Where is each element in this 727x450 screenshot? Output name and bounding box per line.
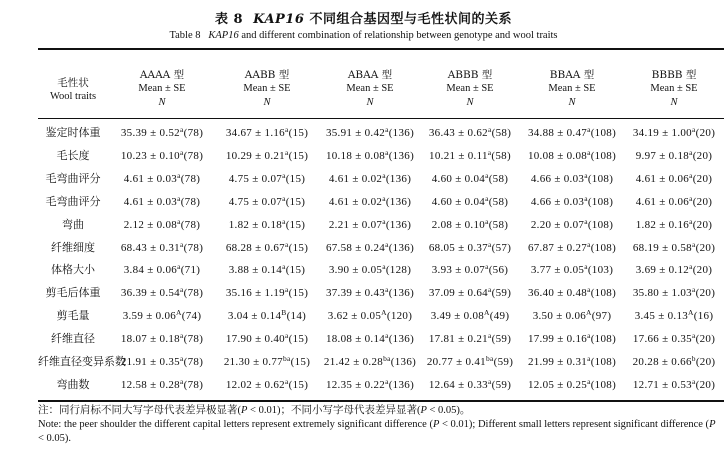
table-title-en: Table 8 KAP16 and different combination of relationship between genotype and wool traits <box>169 30 558 41</box>
value-cell: 4.75 ± 0.07$^a$(15) <box>228 170 306 185</box>
header-genotype-4: ABBB 型 Mean ± SE N <box>446 69 494 108</box>
table-notes <box>38 404 724 446</box>
value-cell: 21.99 ± 0.31$^a$(108) <box>527 354 617 368</box>
value-cell: 18.07 ± 0.18$^a$(78) <box>120 331 204 346</box>
value-cell: 21.91 ± 0.35$^a$(78) <box>120 354 204 368</box>
value-cell: 17.81 ± 0.21$^a$(59) <box>428 331 512 346</box>
value-cell: 2.08 ± 0.10$^a$(58) <box>431 216 509 231</box>
value-cell: 3.88 ± 0.14$^a$(15) <box>228 262 306 277</box>
value-cell: 1.82 ± 0.16$^a$(20) <box>635 216 713 231</box>
value-cell: 17.99 ± 0.16$^a$(108) <box>527 331 617 346</box>
value-cell: 10.18 ± 0.08$^a$(136) <box>325 147 415 162</box>
row-trait-label: 毛长度 <box>56 148 90 162</box>
row-trait-label: 弯曲 <box>62 217 84 231</box>
value-cell: 10.29 ± 0.21$^a$(15) <box>225 147 309 162</box>
value-cell: 34.19 ± 1.00$^a$(20) <box>632 125 716 139</box>
value-cell: $3.04 \pm 0.14^B(14)$ <box>227 308 307 323</box>
value-cell: 2.12 ± 0.08$^a$(78) <box>123 216 201 231</box>
value-cell: 4.60 ± 0.04$^a$(58) <box>431 170 509 185</box>
header-rule <box>38 118 724 119</box>
value-cell: 4.66 ± 0.03$^a$(108) <box>530 193 614 208</box>
table-row <box>38 191 724 213</box>
gene-name: KAP16 <box>253 12 305 27</box>
value-cell: 36.43 ± 0.62$^a$(58) <box>428 125 512 139</box>
value-cell: 12.35 ± 0.22$^a$(136) <box>325 376 415 391</box>
value-cell: 37.09 ± 0.64$^a$(59) <box>428 285 512 300</box>
row-trait-label: 剪毛后体重 <box>45 286 101 300</box>
table-row <box>38 145 724 167</box>
value-cell: 68.05 ± 0.37$^a$(57) <box>428 239 512 254</box>
value-cell: 4.61 ± 0.02$^a$(136) <box>328 193 412 208</box>
value-cell: 3.77 ± 0.05$^a$(103) <box>530 262 614 277</box>
table-row <box>38 168 724 190</box>
value-cell: 12.58 ± 0.28$^a$(78) <box>120 376 204 391</box>
value-cell: 4.61 ± 0.03$^a$(78) <box>123 193 201 208</box>
value-cell: 36.39 ± 0.54$^a$(78) <box>120 285 204 300</box>
value-cell: 67.87 ± 0.27$^a$(108) <box>527 239 617 254</box>
value-cell: 9.97 ± 0.18$^a$(20) <box>635 147 713 162</box>
value-cell: 21.30 ± 0.77$^{ba}$(15) <box>223 354 311 368</box>
table-row <box>38 282 724 304</box>
value-cell: 4.61 ± 0.03$^a$(78) <box>123 170 201 185</box>
row-trait-label: 纤维直径变异系数 <box>38 355 126 368</box>
value-cell: 37.39 ± 0.43$^a$(136) <box>325 285 415 300</box>
value-cell: 20.28 ± 0.66$^b$(20) <box>632 354 716 368</box>
value-cell: 2.20 ± 0.07$^a$(108) <box>530 216 614 231</box>
value-cell: 3.84 ± 0.06$^a$(71) <box>123 262 201 277</box>
value-cell: 35.91 ± 0.42$^a$(136) <box>325 125 415 139</box>
value-cell: 1.82 ± 0.18$^a$(15) <box>228 216 306 231</box>
table-row <box>38 374 724 396</box>
row-trait-label: 剪毛量 <box>56 309 90 323</box>
value-cell: 10.08 ± 0.08$^a$(108) <box>527 147 617 162</box>
value-cell: 68.28 ± 0.67$^a$(15) <box>225 239 309 254</box>
value-cell: $3.59 \pm 0.06^A(74)$ <box>122 308 202 323</box>
row-trait-label: 纤维直径 <box>51 332 95 346</box>
header-genotype-1: AAAA 型 Mean ± SE N <box>138 69 186 108</box>
value-cell: 35.16 ± 1.19$^a$(15) <box>225 285 309 300</box>
value-cell: 4.66 ± 0.03$^a$(108) <box>530 170 614 185</box>
value-cell: 12.71 ± 0.53$^a$(20) <box>632 376 716 391</box>
value-cell: 10.21 ± 0.11$^a$(58) <box>429 147 511 162</box>
value-cell: 4.61 ± 0.02$^a$(136) <box>328 170 412 185</box>
row-trait-label: 毛弯曲评分 <box>45 194 101 208</box>
value-cell: 35.80 ± 1.03$^a$(20) <box>632 285 716 300</box>
value-cell: 10.23 ± 0.10$^a$(78) <box>120 147 204 162</box>
value-cell: 17.66 ± 0.35$^a$(20) <box>632 331 716 346</box>
value-cell: 12.02 ± 0.62$^a$(15) <box>225 376 309 391</box>
table-title-cn: 表 8 KAP16 不同组合基因型与毛性状间的关系 <box>215 12 512 27</box>
gene-name-en: KAP16 <box>208 30 239 41</box>
table-row <box>38 259 724 281</box>
value-cell: 35.39 ± 0.52$^a$(78) <box>120 125 204 139</box>
value-cell: $3.62 \pm 0.05^A(120)$ <box>327 308 413 323</box>
row-trait-label: 毛弯曲评分 <box>45 171 101 185</box>
value-cell: $3.50 \pm 0.06^A(97)$ <box>532 308 612 323</box>
value-cell: 68.19 ± 0.58$^a$(20) <box>632 239 716 254</box>
table-row <box>38 214 724 236</box>
table-row <box>38 328 724 350</box>
value-cell: 21.42 ± 0.28$^{ba}$(136) <box>323 354 417 368</box>
header-genotype-3: ABAA 型 Mean ± SE N <box>346 69 394 108</box>
value-cell: 12.05 ± 0.25$^a$(108) <box>527 376 617 391</box>
row-trait-label: 纤维细度 <box>51 240 95 254</box>
value-cell: 4.61 ± 0.06$^a$(20) <box>635 170 713 185</box>
value-cell: 34.67 ± 1.16$^a$(15) <box>225 125 309 139</box>
note-en: Note: the peer shoulder the different capital letters represent extremely significant difference (P < 0.01); Different small letters represent significant difference (P < 0.05). <box>38 419 716 444</box>
value-cell: 3.93 ± 0.07$^a$(56) <box>431 262 509 277</box>
value-cell: 20.77 ± 0.41$^{ba}$(59) <box>426 354 514 368</box>
header-genotype-6: BBBB 型 Mean ± SE N <box>650 69 698 108</box>
bottom-rule <box>38 400 724 402</box>
value-cell: $3.49 \pm 0.08^A(49)$ <box>430 308 510 323</box>
row-trait-label: 体格大小 <box>51 263 95 277</box>
value-cell: 2.21 ± 0.07$^a$(136) <box>328 216 412 231</box>
value-cell: 3.90 ± 0.05$^a$(128) <box>328 262 412 277</box>
row-trait-label: 弯曲数 <box>56 377 90 391</box>
value-cell: 4.61 ± 0.06$^a$(20) <box>635 193 713 208</box>
table-row <box>38 237 724 259</box>
row-trait-label: 鉴定时体重 <box>45 126 101 139</box>
value-cell: 68.43 ± 0.31$^a$(78) <box>120 239 204 254</box>
top-rule <box>38 48 724 50</box>
value-cell: $3.45 \pm 0.13^A(16)$ <box>634 308 714 323</box>
value-cell: 3.69 ± 0.12$^a$(20) <box>635 262 713 277</box>
value-cell: 67.58 ± 0.24$^a$(136) <box>325 239 415 254</box>
note-cn: 注：同行肩标不同大写字母代表差异极显著(P < 0.01)；不同小写字母代表差异显著(P < 0.05)。 <box>38 405 471 416</box>
value-cell: 4.60 ± 0.04$^a$(58) <box>431 193 509 208</box>
header-trait: 毛性状 Wool traits <box>49 77 97 102</box>
value-cell: 12.64 ± 0.33$^a$(59) <box>428 376 512 391</box>
table-row <box>38 351 724 373</box>
header-genotype-5: BBAA 型 Mean ± SE N <box>548 69 596 108</box>
value-cell: 4.75 ± 0.07$^a$(15) <box>228 193 306 208</box>
value-cell: 34.88 ± 0.47$^a$(108) <box>527 125 617 139</box>
value-cell: 18.08 ± 0.14$^a$(136) <box>325 331 415 346</box>
header-genotype-2: AABB 型 Mean ± SE N <box>243 69 291 108</box>
table-row <box>38 122 724 144</box>
value-cell: 17.90 ± 0.40$^a$(15) <box>225 331 309 346</box>
value-cell: 36.40 ± 0.48$^a$(108) <box>527 285 617 300</box>
table-row <box>38 305 724 327</box>
